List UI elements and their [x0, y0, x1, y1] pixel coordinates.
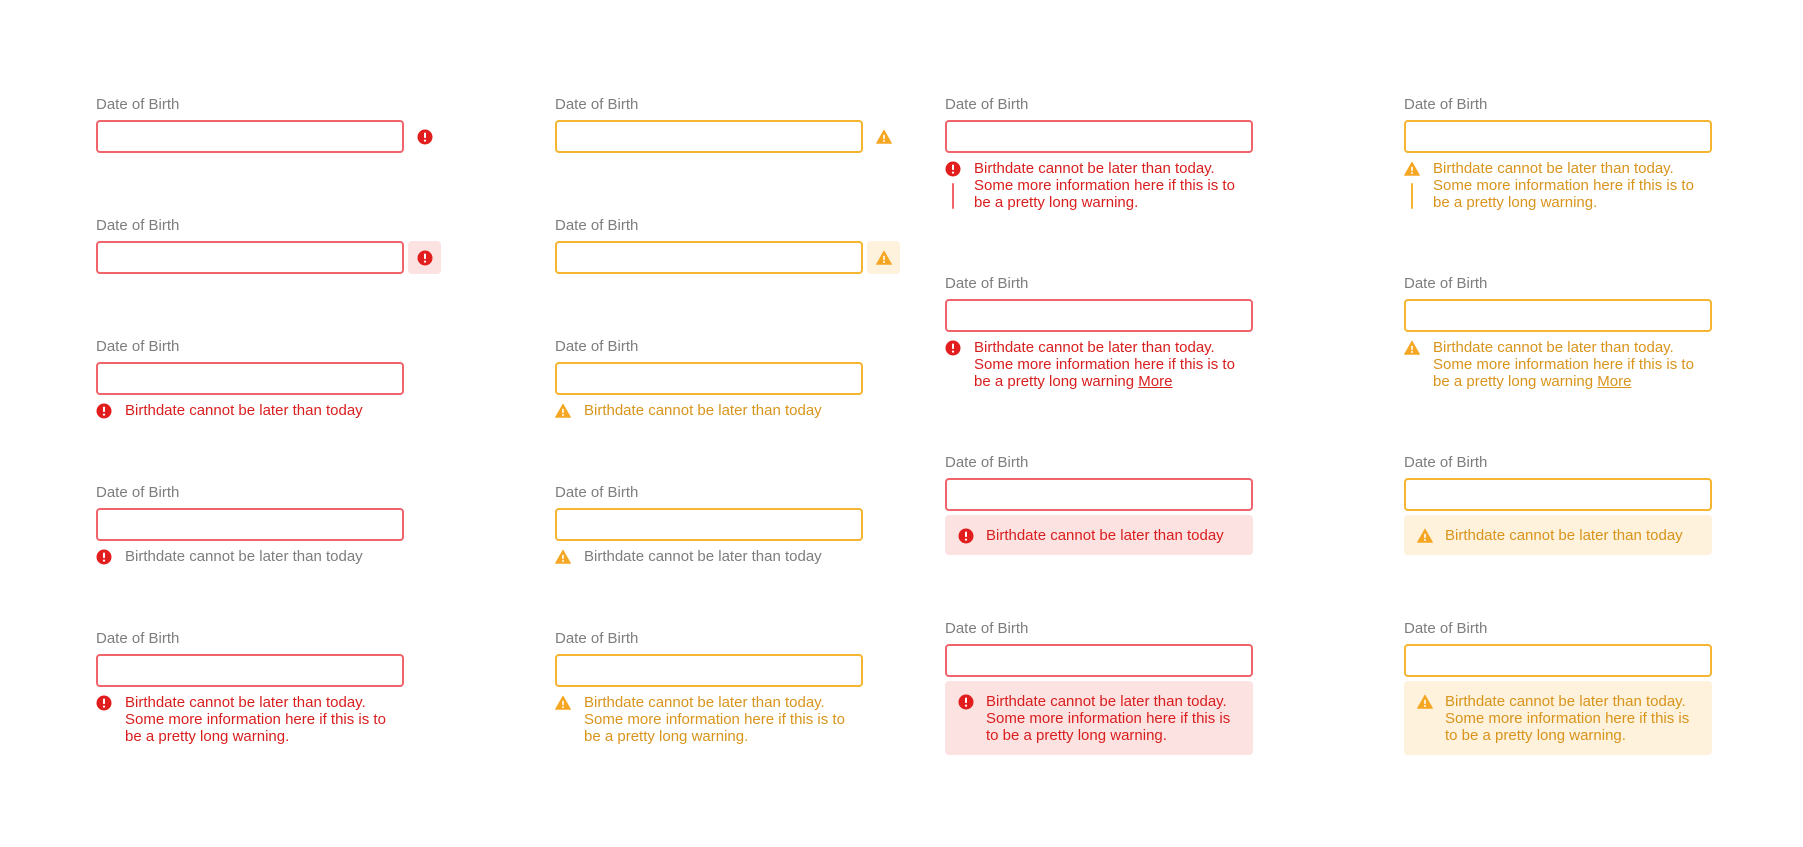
date-of-birth-input[interactable]: [96, 508, 404, 541]
field-label: Date of Birth: [96, 96, 180, 113]
error-message: [945, 160, 1245, 211]
error-message-text: Birthdate cannot be later than today: [125, 402, 363, 419]
error-message-box: [945, 681, 1253, 755]
exclamation-circle-icon: [96, 549, 112, 565]
warning-message: [555, 402, 863, 419]
field-label: Date of Birth: [945, 96, 1029, 113]
warning-message-text: Birthdate cannot be later than today. Some more information here if this is to be a pretty long warning: [1433, 339, 1694, 390]
warning-message-text: Birthdate cannot be later than today: [1445, 527, 1683, 544]
error-message-text: Birthdate cannot be later than today. Some more information here if this is to be a pretty long warning.: [986, 693, 1231, 744]
warning-field-boxed-long-message: [1404, 620, 1712, 755]
warning-triangle-icon: [555, 549, 571, 565]
warning-indicator: [867, 120, 900, 153]
field-label: Date of Birth: [1404, 454, 1488, 471]
field-label: Date of Birth: [96, 484, 180, 501]
warning-indicator-line: [1404, 160, 1420, 209]
exclamation-circle-icon: [96, 695, 112, 711]
warning-triangle-icon: [1417, 528, 1433, 544]
exclamation-circle-icon: [945, 161, 961, 177]
warning-message: [555, 548, 863, 565]
warning-message-text: Birthdate cannot be later than today. Some more information here if this is to be a pretty long warning.: [1445, 693, 1690, 744]
exclamation-circle-icon: [96, 403, 112, 419]
warning-field-long-message-more: [1404, 275, 1712, 390]
date-of-birth-input[interactable]: [1404, 299, 1712, 332]
date-of-birth-input[interactable]: [96, 241, 404, 274]
warning-message-box: [1404, 515, 1712, 555]
error-field-inline-message: [96, 338, 404, 419]
more-link[interactable]: More: [1597, 373, 1632, 390]
date-of-birth-input[interactable]: [945, 644, 1253, 677]
warning-triangle-icon: [555, 695, 571, 711]
warning-message-text-wrap: [1433, 339, 1704, 390]
exclamation-circle-icon: [417, 129, 433, 145]
warning-triangle-icon: [1404, 161, 1420, 177]
error-field-long-message: [96, 630, 396, 745]
date-of-birth-input[interactable]: [945, 120, 1253, 153]
error-field-icon-boxed: [96, 217, 404, 274]
warning-indicator-box: [867, 241, 900, 274]
error-indicator-line: [945, 160, 961, 209]
error-field-long-message-more: [945, 275, 1253, 390]
field-label: Date of Birth: [96, 217, 180, 234]
field-label: Date of Birth: [555, 338, 639, 355]
exclamation-circle-icon: [945, 340, 961, 356]
exclamation-circle-icon: [958, 694, 974, 710]
error-indicator: [408, 120, 441, 153]
error-message-text-wrap: [974, 339, 1245, 390]
error-message-text: Birthdate cannot be later than today: [986, 527, 1224, 544]
error-indicator-box: [408, 241, 441, 274]
error-message-box: [945, 515, 1253, 555]
warning-message-text: Birthdate cannot be later than today: [584, 402, 822, 419]
warning-message-box: [1404, 681, 1712, 755]
warning-triangle-icon: [555, 403, 571, 419]
date-of-birth-input[interactable]: [1404, 478, 1712, 511]
field-label: Date of Birth: [96, 338, 180, 355]
error-message: [945, 339, 1245, 390]
warning-triangle-icon: [1417, 694, 1433, 710]
exclamation-circle-icon: [417, 250, 433, 266]
date-of-birth-input[interactable]: [555, 508, 863, 541]
warning-message: [555, 694, 855, 745]
error-field-gray-message: [96, 484, 404, 565]
warning-message-text: Birthdate cannot be later than today. Some more information here if this is to be a pretty long warning.: [584, 694, 845, 745]
warning-field-icon-boxed: [555, 217, 863, 274]
field-label: Date of Birth: [555, 484, 639, 501]
field-label: Date of Birth: [945, 620, 1029, 637]
field-label: Date of Birth: [555, 96, 639, 113]
error-message-text: Birthdate cannot be later than today: [125, 548, 363, 565]
date-of-birth-input[interactable]: [96, 362, 404, 395]
warning-field-boxed-message: [1404, 454, 1712, 555]
date-of-birth-input[interactable]: [555, 120, 863, 153]
error-message: [96, 548, 404, 565]
field-label: Date of Birth: [1404, 620, 1488, 637]
date-of-birth-input[interactable]: [1404, 644, 1712, 677]
warning-field-inline-message: [555, 338, 863, 419]
warning-message-text: Birthdate cannot be later than today. Some more information here if this is to be a pretty long warning.: [1433, 160, 1694, 211]
warning-field-long-message: [555, 630, 855, 745]
field-label: Date of Birth: [1404, 275, 1488, 292]
error-field-long-message-line: [945, 96, 1253, 211]
warning-triangle-icon: [1404, 340, 1420, 356]
vertical-line: [952, 183, 954, 209]
warning-triangle-icon: [876, 129, 892, 145]
date-of-birth-input[interactable]: [555, 654, 863, 687]
date-of-birth-input[interactable]: [945, 478, 1253, 511]
vertical-line: [1411, 183, 1413, 209]
error-field-icon-only: [96, 96, 404, 153]
warning-message-text: Birthdate cannot be later than today: [584, 548, 822, 565]
warning-field-icon-only: [555, 96, 863, 153]
more-link[interactable]: More: [1138, 373, 1173, 390]
error-field-boxed-long-message: [945, 620, 1253, 755]
field-label: Date of Birth: [945, 454, 1029, 471]
warning-field-long-message-line: [1404, 96, 1712, 211]
warning-message: [1404, 160, 1704, 211]
exclamation-circle-icon: [958, 528, 974, 544]
error-message-text: Birthdate cannot be later than today. Some more information here if this is to be a pretty long warning.: [974, 160, 1235, 211]
error-message-text: Birthdate cannot be later than today. Some more information here if this is to be a pretty long warning.: [125, 694, 386, 745]
date-of-birth-input[interactable]: [555, 362, 863, 395]
warning-triangle-icon: [876, 250, 892, 266]
field-label: Date of Birth: [555, 217, 639, 234]
date-of-birth-input[interactable]: [555, 241, 863, 274]
field-label: Date of Birth: [945, 275, 1029, 292]
warning-field-gray-message: [555, 484, 863, 565]
field-label: Date of Birth: [96, 630, 180, 647]
field-label: Date of Birth: [555, 630, 639, 647]
error-message: [96, 402, 404, 419]
date-of-birth-input[interactable]: [96, 120, 404, 153]
warning-message: [1404, 339, 1704, 390]
date-of-birth-input[interactable]: [945, 299, 1253, 332]
error-message-text: Birthdate cannot be later than today. Some more information here if this is to be a pretty long warning: [974, 339, 1235, 390]
field-label: Date of Birth: [1404, 96, 1488, 113]
date-of-birth-input[interactable]: [1404, 120, 1712, 153]
error-field-boxed-message: [945, 454, 1253, 555]
date-of-birth-input[interactable]: [96, 654, 404, 687]
error-message: [96, 694, 396, 745]
